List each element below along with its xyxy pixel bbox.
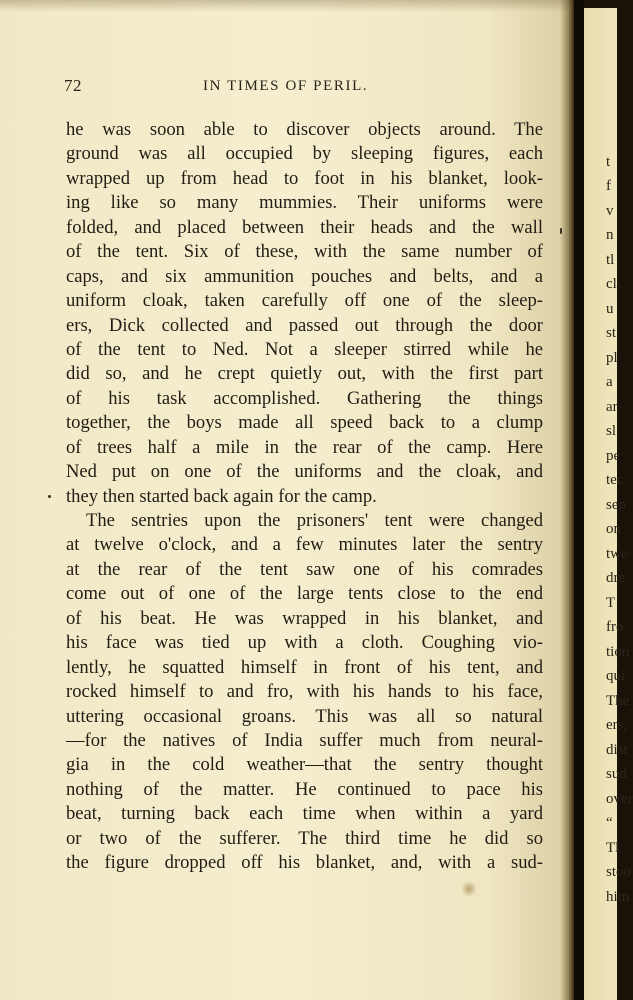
text-line: wrapped up from head to foot in his blanket, look-	[66, 167, 543, 189]
text-line: uniform cloak, taken carefully off one of the sleep-	[66, 290, 543, 312]
text-line: at the rear of the tent saw one of his comrades	[66, 558, 543, 580]
book-gutter	[574, 0, 584, 1000]
facing-page-fragment: stoo	[606, 864, 632, 880]
page-top-shadow	[0, 0, 575, 12]
text-line: nothing of the matter. He continued to pace his	[66, 778, 543, 800]
text-line: of his task accomplished. Gathering the things	[66, 387, 543, 409]
text-line: The sentries upon the prisoners' tent were changed	[86, 510, 543, 531]
facing-page-fragment: dre	[606, 570, 626, 586]
facing-page-fragment: T	[606, 595, 616, 611]
text-line: he was soon able to discover objects around. The	[66, 119, 543, 140]
facing-page-fragment: on	[606, 521, 621, 537]
text-line: together, the boys made all speed back to a clump	[66, 412, 543, 434]
facing-page-fragment: ers,	[606, 717, 628, 733]
text-line: of the tent. Six of these, with the same number of	[66, 241, 543, 263]
facing-page-fragment: ar	[606, 399, 618, 415]
text-line: ers, Dick collected and passed out through the door	[66, 314, 543, 336]
facing-page-fragment: “	[606, 815, 613, 831]
text-line: or two of the sufferer. The third time he did so	[66, 827, 543, 849]
facing-page-fragment: him	[606, 889, 630, 905]
facing-page-fragment: pl	[606, 350, 618, 366]
text-line: ground was all occupied by sleeping figures, each	[66, 143, 543, 165]
text-line: gia in the cold weather—that the sentry thought	[66, 754, 543, 776]
facing-page-fragment: sud	[606, 766, 627, 782]
facing-page-fragment: pe	[606, 448, 621, 464]
text-line: of the tent to Ned. Not a sleeper stirred while he	[66, 338, 543, 360]
text-line: uttering occasional groans. This was all so natural	[66, 705, 543, 727]
facing-page-fragment: v	[606, 203, 614, 219]
paper-stain	[462, 880, 476, 898]
text-line: the figure dropped off his blanket, and, with a sud-	[66, 852, 543, 874]
facing-page-fragment: over	[606, 791, 633, 807]
facing-page-fragment: a	[606, 374, 613, 390]
text-line: ing like so many mummies. Their uniforms were	[66, 192, 543, 214]
page-number: 72	[64, 76, 82, 95]
facing-page-fragment: sen	[606, 497, 626, 513]
facing-page-fragment: sl	[606, 423, 617, 439]
text-line: come out of one of the large tents close to the end	[66, 583, 543, 605]
text-line: did so, and he crept quietly out, with the first part	[66, 363, 543, 385]
running-head: IN TIMES OF PERIL.	[203, 78, 369, 94]
text-line: folded, and placed between their heads and the wall	[66, 216, 543, 238]
facing-page-fragment: st	[606, 325, 617, 341]
text-line: at twelve o'clock, and a few minutes later the sentry	[66, 534, 543, 556]
text-line: —for the natives of India suffer much from neural-	[66, 729, 543, 751]
facing-page-fragment: The	[606, 693, 630, 709]
facing-page-fragment: f	[606, 178, 611, 194]
facing-page-fragment: t	[606, 154, 611, 170]
facing-page-fragment: tl	[606, 252, 615, 268]
text-line: his face was tied up with a cloth. Coughing vio-	[66, 632, 543, 654]
stray-mark	[48, 495, 51, 498]
facing-page-fragment: cl	[606, 276, 617, 292]
text-line: Ned put on one of the uniforms and the cloak, and	[66, 461, 543, 483]
page-spine-shadow	[560, 0, 574, 1000]
facing-page-edge	[584, 8, 633, 1000]
page-body-text	[66, 118, 543, 876]
facing-page-fragment: dist	[606, 742, 628, 758]
text-line: beat, turning back each time when within a yard	[66, 803, 543, 825]
text-line: they then started back again for the camp.	[66, 485, 377, 507]
text-line: rocked himself to and fro, with his hands to his face,	[66, 681, 543, 703]
facing-page-fragment: Tl	[606, 840, 620, 856]
facing-page-fragment: u	[606, 301, 614, 317]
facing-page-fragment: tion	[606, 644, 630, 660]
facing-page-fragment: qui	[606, 668, 626, 684]
text-line: lently, he squatted himself in front of his tent, and	[66, 656, 543, 678]
facing-page-fragment: fro	[606, 619, 624, 635]
facing-page-fragment: twe	[606, 546, 628, 562]
text-line: of trees half a mile in the rear of the camp. Here	[66, 436, 543, 458]
text-line: caps, and six ammunition pouches and belts, and a	[66, 265, 543, 287]
text-line: of his beat. He was wrapped in his blanket, and	[66, 607, 543, 629]
facing-page-fragment: tec	[606, 472, 624, 488]
facing-page-fragment: n	[606, 227, 614, 243]
